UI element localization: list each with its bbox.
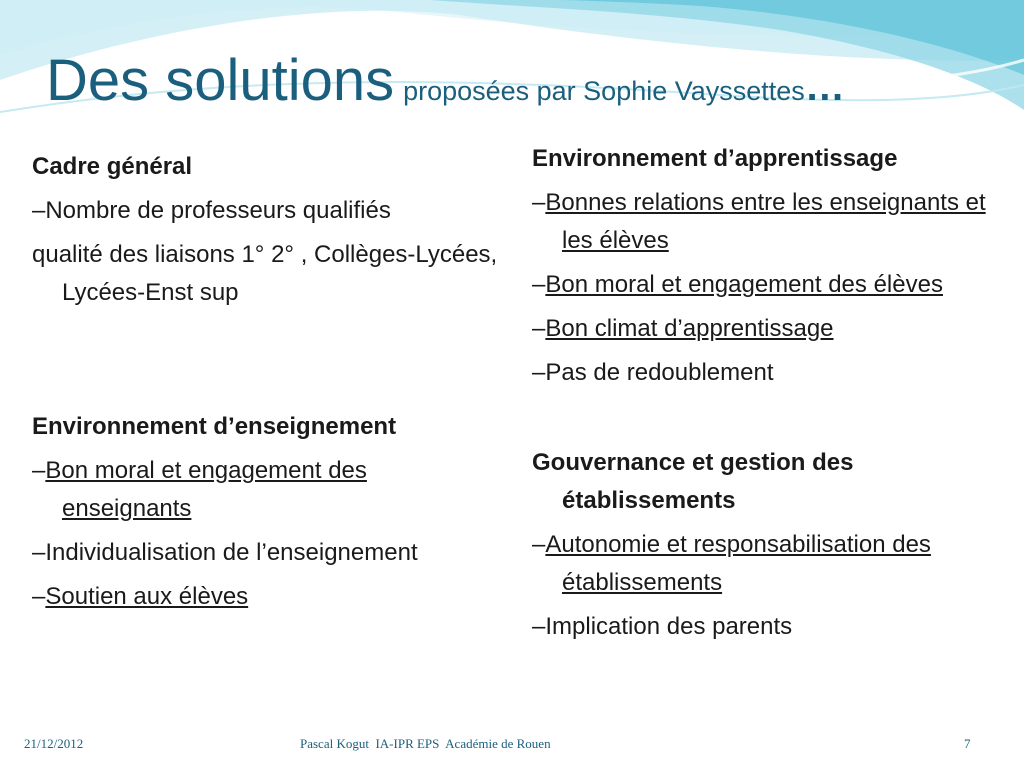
title-sub: proposées par Sophie Vayssettes <box>403 76 805 106</box>
section-heading-enseignement: Environnement d’enseignement <box>32 413 397 440</box>
list-item: –Bon moral et engagement des élèves <box>532 271 943 298</box>
footer-date: 21/12/2012 <box>24 736 84 751</box>
section-heading-cadre: Cadre général <box>32 153 193 180</box>
slide-title <box>46 48 845 113</box>
item-text: Bon moral et engagement des élèves <box>545 271 943 298</box>
list-item: –Bonnes relations entre les enseignants et les élèves <box>532 189 986 254</box>
item-text: Soutien aux élèves <box>45 583 249 610</box>
item-text: Implication des parents <box>545 613 793 640</box>
item-text: Bonnes relations entre les enseignants et les élèves <box>545 189 986 254</box>
title-ellipsis: … <box>804 65 845 109</box>
footer-page-number: 7 <box>964 736 971 751</box>
left-column <box>32 148 502 616</box>
item-text: Individualisation de l’enseignement <box>45 539 418 566</box>
item-text: Pas de redoublement <box>545 359 774 386</box>
item-text: Bon climat d’apprentissage <box>545 315 834 342</box>
list-item: –Individualisation de l’enseignement <box>32 539 418 566</box>
list-item: qualité des liaisons 1° 2° , Collèges-Lycées, Lycées-Enst sup <box>32 241 498 306</box>
title-main: Des solutions <box>46 48 395 113</box>
right-column <box>532 140 992 646</box>
list-item: –Soutien aux élèves <box>32 583 249 610</box>
list-item: –Pas de redoublement <box>532 359 774 386</box>
footer-author: Pascal Kogut IA-IPR EPS Académie de Rouen <box>300 736 551 751</box>
section-heading-apprentissage: Environnement d’apprentissage <box>532 145 898 172</box>
section-heading-gouvernance: Gouvernance et gestion des établissements <box>532 449 854 514</box>
item-text: Autonomie et responsabilisation des établissements <box>545 531 931 596</box>
list-item: –Bon moral et engagement des enseignants <box>32 457 367 522</box>
item-text: Bon moral et engagement des enseignants <box>45 457 367 522</box>
list-item: –Bon climat d’apprentissage <box>532 315 834 342</box>
list-item: –Autonomie et responsabilisation des établissements <box>532 531 931 596</box>
list-item: –Nombre de professeurs qualifiés <box>32 197 391 224</box>
list-item: –Implication des parents <box>532 613 793 640</box>
